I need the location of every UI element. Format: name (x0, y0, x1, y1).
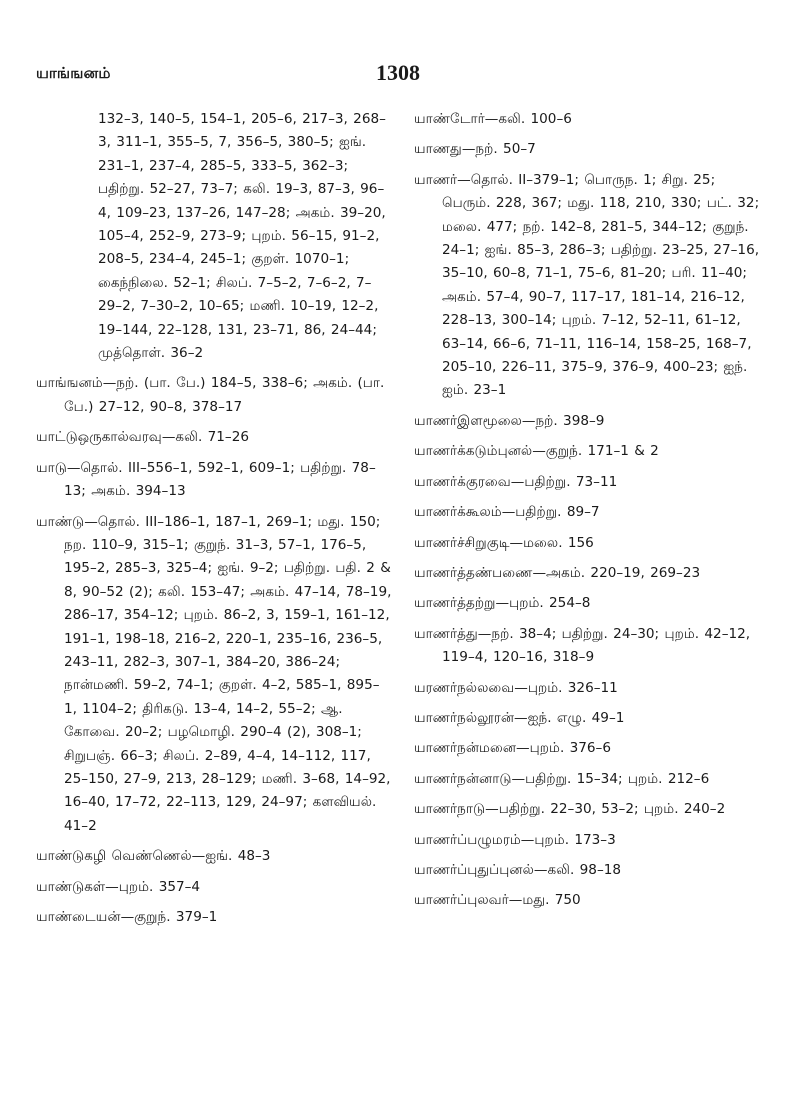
page-number: 1308 (376, 60, 420, 85)
index-entry: யாண்டோர்—கலி. 100–6 (414, 111, 572, 127)
index-entry: யாண்டு—தொல். III–186–1, 187–1, 269–1; மது. 150; நற. 110–9, 315–1; குறுந். 31–3, 57–1, 176–5, 195–2, 285–3, 325–4; ஐங். 9–2; பதிற்று. பதி. 2 & 8, 90–52 (2); கலி. 153–47; அகம். 47–14, 78–19, 286–17, 354–12; புறம். 86–2, 3, 159–1, 161–12, 191–1, 198–18, 216–2, 220–1, 235–16, 236–5, 243–11, 282–3, 307–1, 384–20, 386–24; நான்மணி. 59–2, 74–1; குறள். 4–2, 585–1, 895–1, 1104–2; திரிகடு. 13–4, 14–2, 55–2; ஆ. கோவை. 20–2; பழமொழி. 290–4 (2), 308–1; சிறுபஞ். 66–3; சிலப். 2–89, 4–4, 14–112, 117, 25–150, 27–9, 213, 28–129; மணி. 3–68, 14–92, 16–40, 17–72, 22–113, 129, 24–97; களவியல். 41–2 (36, 513, 392, 834)
index-entry: யாணர்த்தண்பணை—அகம். 220–19, 269–23 (414, 564, 701, 581)
index-entry: யாணர்நல்லூரன்—ஐந். எழு. 49–1 (414, 709, 625, 726)
index-entry: யாணர்—தொல். II–379–1; பொருந. 1; சிறு. 25; பெரும். 228, 367; மது. 118, 210, 330; பட். 32; மலை. 477; நற். 142–8, 281–5, 344–12; குறுந். 24–1; ஐங். 85–3, 286–3; பதிற்று. 23–25, 27–16, 35–10, 60–8, 71–1, 75–6, 81–20; பரி. 11–40; அகம். 57–4, 90–7, 117–17, 181–14, 216–12, 228–13, 300–14; புறம். 7–12, 52–11, 61–12, 63–14, 66–6, 71–11, 116–14, 158–25, 168–7, 205–10, 226–11, 375–9, 376–9, 400–23; ஐந். ஐம். 23–1 (414, 171, 760, 399)
index-entry: யாணர்நாடு—பதிற்று. 22–30, 53–2; புறம். 240–2 (414, 801, 726, 818)
index-entry: யாடு—தொல். III–556–1, 592–1, 609–1; பதிற்று. 78–13; அகம். 394–13 (36, 459, 376, 500)
index-entry: யரணர்நல்லவை—புறம். 326–11 (414, 679, 618, 696)
index-entry: யாணர்த்து—நற். 38–4; பதிற்று. 24–30; புறம். 42–12, 119–4, 120–16, 318–9 (414, 625, 751, 666)
index-entry: யாங்ஙனம்—நற். (பா. பே.) 184–5, 338–6; அகம். (பா. பே.) 27–12, 90–8, 378–17 (36, 375, 385, 415)
index-entry: யாணது—நற். 50–7 (414, 141, 536, 158)
right-column (414, 108, 766, 920)
index-entry: யாண்டுகழி வெண்ணெல்—ஐங். 48–3 (36, 848, 271, 865)
index-entry: யாணர்க்கூலம்—பதிற்று. 89–7 (414, 504, 600, 521)
index-entry: யாண்டுகள்—புறம். 357–4 (36, 878, 201, 895)
running-headword: யாங்ஙனம் (36, 64, 111, 82)
index-entry: யாணர்ப்பழுமரம்—புறம். 173–3 (414, 831, 616, 848)
index-entry: யாணர்நன்னாடு—பதிற்று. 15–34; புறம். 212–6 (414, 770, 710, 787)
index-entry: யாணர்இளமூலை—நற். 398–9 (414, 412, 605, 429)
index-entry: யாட்டுஒருகால்வரவு—கலி. 71–26 (36, 429, 249, 446)
left-column (36, 108, 392, 936)
index-entry: 132–3, 140–5, 154–1, 205–6, 217–3, 268–3, 311–1, 355–5, 7, 356–5, 380–5; ஐங். 231–1, 237–4, 285–5, 333–5, 362–3; பதிற்று. 52–27, 73–7; கலி. 19–3, 87–3, 96–4, 109–23, 137–26, 147–28; அகம். 39–20, 105–4, 252–9, 273–9; புறம். 56–15, 91–2, 208–5, 234–4, 245–1; குறள். 1070–1; கைந்நிலை. 52–1; சிலப். 7–5–2, 7–6–2, 7–29–2, 7–30–2, 10–65; மணி. 10–19, 12–2, 19–144, 22–128, 131, 23–71, 86, 24–44; முத்தொள். 36–2 (98, 111, 386, 362)
index-entry: யாணர்ச்சிறுகுடி—மலை. 156 (414, 534, 594, 551)
index-entry: யாணர்க்குரவை—பதிற்று. 73–11 (414, 473, 618, 490)
index-entry: யாணர்க்கடும்புனல்—குறுந். 171–1 & 2 (414, 443, 659, 460)
index-entry: யாணர்ப்புதுப்புனல்—கலி. 98–18 (414, 861, 622, 878)
index-entry: யாணர்ப்புலவர்—மது. 750 (414, 892, 581, 909)
index-entry: யாணர்நன்மனை—புறம். 376–6 (414, 740, 611, 757)
index-entry: யாணர்த்தற்று—புறம். 254–8 (414, 595, 591, 612)
index-entry: யாண்டையன்—குறுந். 379–1 (36, 909, 218, 925)
